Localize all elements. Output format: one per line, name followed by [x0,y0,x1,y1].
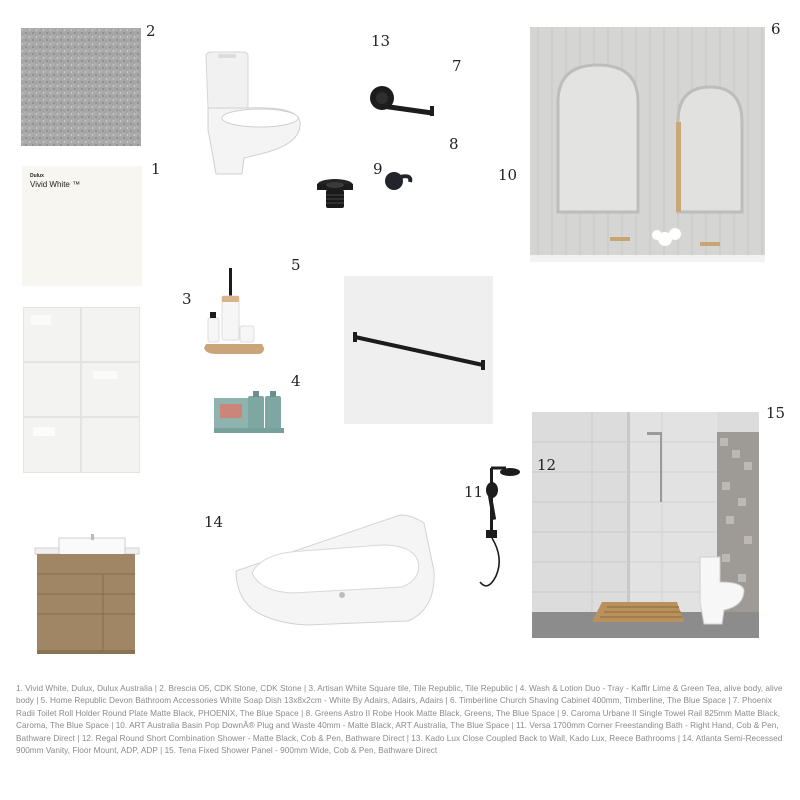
toilet-roll-holder [368,80,440,116]
shower-room-icon [532,412,759,638]
vanity [33,534,143,656]
paint-brand: Dulux [30,173,44,179]
label-1: 1 [151,160,161,178]
tile-swatch [23,307,140,473]
product-caption: 1. Vivid White, Dulux, Dulux Australia | 2. Brescia O5, CDK Stone, CDK Stone | 3. Artisan White Square tile, Tile Republic, Tile Republic | 4. Wash & Lotion Duo - Tray - Kaffir Lime & Green Tea, alive body, alive body | 5. Home Republic Devon Bathroom Accessories White Soap Dish 13x8x2cm - White By Adairs, Adairs, Adairs | 6. Timberline Church Shaving Cabinet 400mm, Timberline, The Blue Space | 7. Phoenix Radii Toilet Roll Holder Round Plate Matte Black, PHOENIX, The Blue Space | 8. Greens Astro II Robe Hook Matte Black, Greens, The Blue Space | 9. Caroma Urbane II Single Towel Rail 825mm Matte Black, Caroma, The Blue Space | 10. ART Australia Basin Pop DownÂ® Plug and Waste 40mm - Matte Black, ART Australia, The Blue Space | 11. Versa 1700mm Corner Freestanding Bath - Right Hand, Cob & Pen, Bathware Direct | 12. Regal Round Short Combination Shower - Matte Black, Cob & Pen, Bathware Direct | 13. Kado Lux Close Coupled Back to Wall, Kado Lux, Reece Bathrooms | 14. Atlanta Semi-Recessed 900mm Vanity, Floor Mount, ADP, ADP | 15. Tena Fixed Shower Panel - 900mm Wide, Cob & Pen, Bathware Direct [16,684,783,756]
label-3: 3 [182,290,192,308]
label-2: 2 [146,22,156,40]
label-9: 9 [373,160,383,178]
label-7: 7 [452,57,462,75]
label-15: 15 [766,404,786,422]
wash-lotion-duo-icon [212,390,286,434]
toilet-icon [198,50,306,180]
towel-rail-icon [344,276,493,424]
shower-set-icon [476,458,522,598]
paint-swatch [22,166,142,286]
towel-rail [344,276,493,424]
label-5: 5 [291,256,301,274]
soap-accessories [202,266,266,356]
stone-texture-icon [21,28,141,146]
shower-room-photo [532,412,759,638]
vanity-icon [33,534,143,656]
plug-waste-icon [314,176,356,212]
bath [232,513,438,627]
mirror-cabinets-icon [530,27,765,262]
mirror-cabinets-photo [530,27,765,262]
label-13: 13 [371,32,391,50]
paint-name: Vivid White ™ [30,180,81,189]
label-8: 8 [449,135,459,153]
label-10: 10 [498,166,518,184]
toilet [198,50,306,180]
label-14: 14 [204,513,224,531]
tile-grid-icon [23,307,140,473]
bath-icon [232,513,438,627]
label-12: 12 [537,456,557,474]
plug-waste [314,176,356,212]
toilet-roll-holder-icon [368,80,440,116]
soap-accessories-icon [202,266,266,356]
stone-swatch [21,28,141,146]
robe-hook [384,168,414,194]
shower-set [476,458,522,598]
robe-hook-icon [384,168,414,194]
label-4: 4 [291,372,301,390]
label-6: 6 [771,20,781,38]
label-11: 11 [464,483,484,501]
wash-lotion-duo [212,390,286,434]
